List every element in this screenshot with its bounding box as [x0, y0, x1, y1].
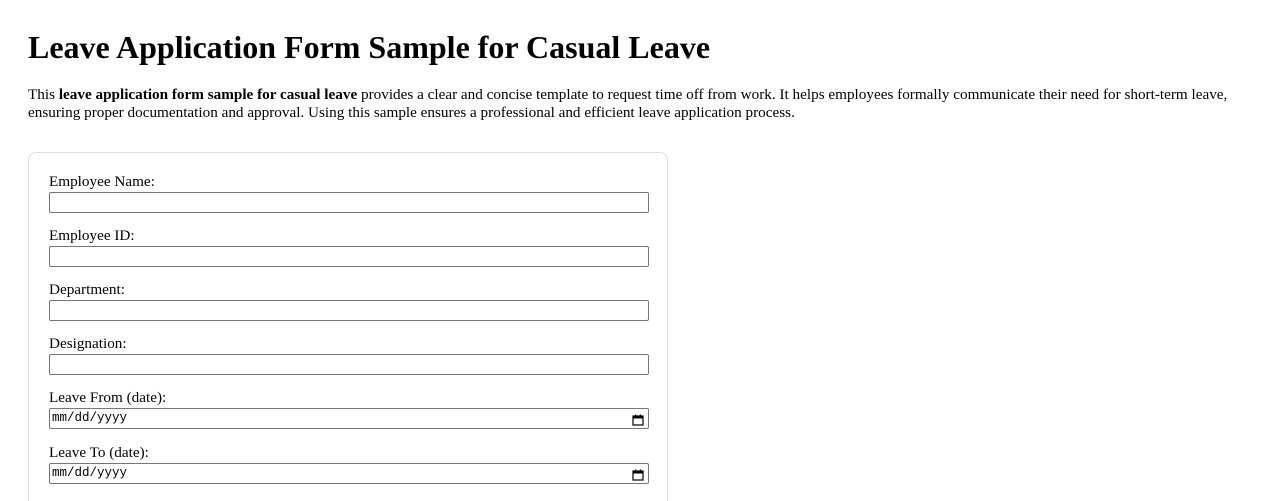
intro-text-rest: provides a clear and concise template to request time off from work. It helps employees formally communicate their need for short-term leave, ensuring proper documentation and approval. Using this sample ensures a professional and efficient leave application process.: [28, 86, 1228, 121]
intro-bold-phrase: leave application form sample for casual leave: [58, 86, 358, 103]
employee-name-field: [49, 173, 649, 213]
leave-to-placeholder: mm/dd/yyyy: [52, 466, 128, 480]
designation-field: [49, 335, 649, 375]
employee-name-label: Employee Name:: [49, 173, 155, 190]
leave-to-field: [49, 444, 649, 484]
employee-id-label: Employee ID:: [49, 227, 135, 244]
leave-to-label: Leave To (date):: [49, 444, 149, 461]
department-field: [49, 281, 649, 321]
calendar-icon[interactable]: [632, 413, 644, 425]
department-input[interactable]: [49, 300, 649, 321]
employee-id-input[interactable]: [49, 246, 649, 267]
page-title: Leave Application Form Sample for Casual Leave: [28, 29, 711, 65]
leave-to-date-input[interactable]: [49, 463, 649, 484]
leave-from-date-input[interactable]: [49, 408, 649, 429]
intro-text-start: This: [28, 86, 59, 103]
employee-name-input[interactable]: [49, 192, 649, 213]
employee-id-field: [49, 227, 649, 267]
leave-from-placeholder: mm/dd/yyyy: [52, 411, 128, 425]
designation-label: Designation:: [49, 335, 127, 352]
leave-from-label: Leave From (date):: [49, 389, 167, 406]
leave-application-form: [28, 152, 668, 501]
designation-input[interactable]: [49, 354, 649, 375]
department-label: Department:: [49, 281, 125, 298]
leave-from-field: [49, 389, 649, 429]
calendar-icon[interactable]: [632, 468, 644, 480]
intro-paragraph: [28, 86, 1268, 122]
